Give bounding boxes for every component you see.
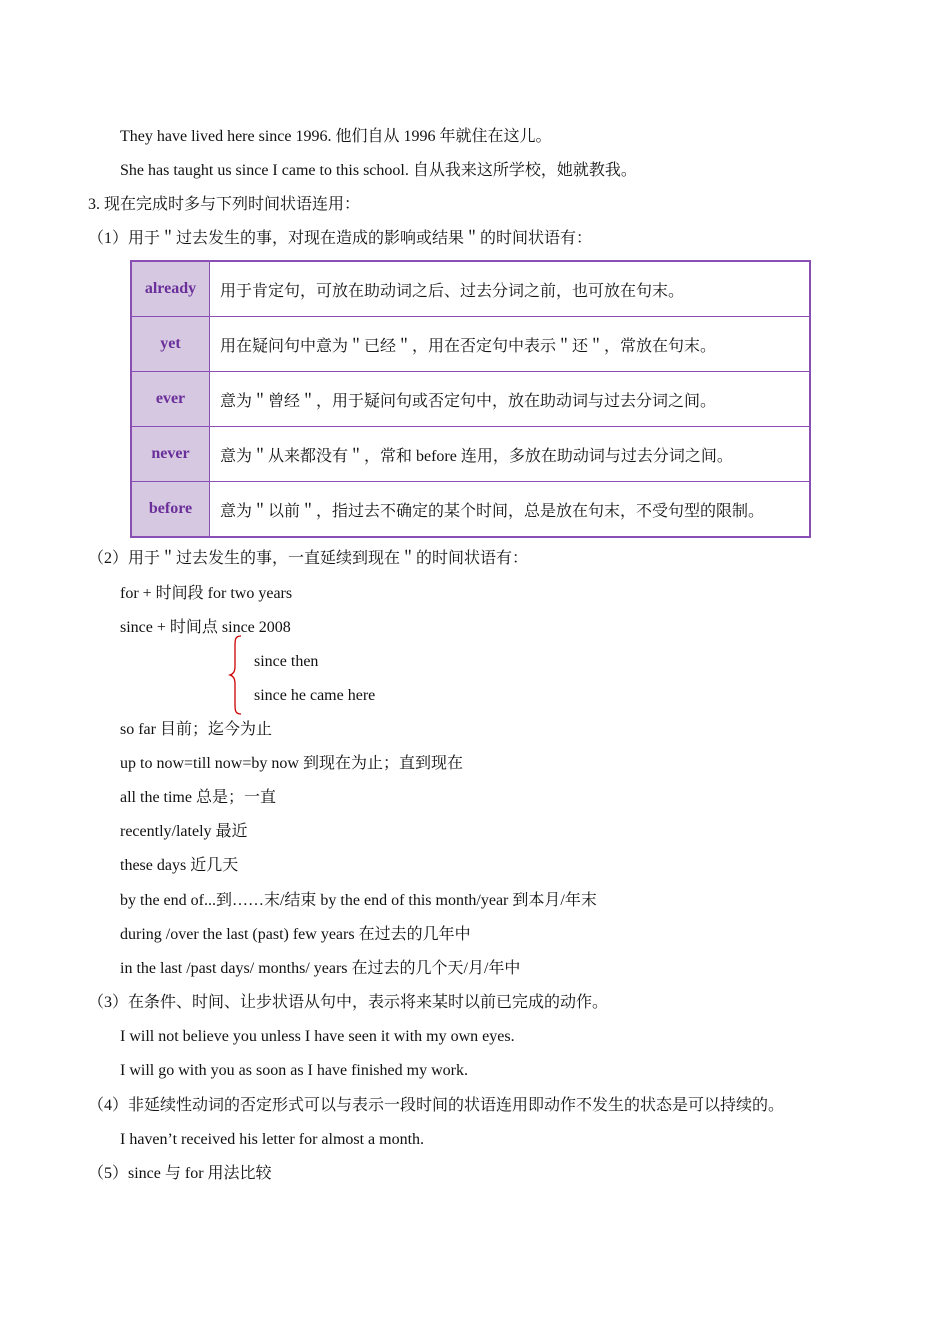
sentence-example: I will not believe you unless I have seen it with my own eyes. xyxy=(120,1028,515,1045)
desc-cell: 意为＂曾经＂，用于疑问句或否定句中，放在助动词与过去分词之间。 xyxy=(210,372,809,427)
table-row xyxy=(132,317,809,372)
list-item: since then xyxy=(254,653,319,670)
list-item: since + 时间点 since 2008 xyxy=(120,619,291,636)
sentence-example-2: She has taught us since I came to this school. 自从我来这所学校，她就教我。 xyxy=(120,162,637,179)
subpoint-3-heading: （3）在条件、时间、让步状语从句中，表示将来某时以前已完成的动作。 xyxy=(88,994,609,1011)
list-item: these days 近几天 xyxy=(120,857,239,874)
subpoint-4-heading: （4）非延续性动词的否定形式可以与表示一段时间的状语连用即动作不发生的状态是可以持续的。 xyxy=(88,1097,785,1114)
desc-cell: 用于肯定句，可放在助动词之后、过去分词之前，也可放在句末。 xyxy=(210,262,809,317)
list-item: during /over the last (past) few years 在过去的几年中 xyxy=(120,926,471,943)
table-row xyxy=(132,427,809,482)
term-cell: before xyxy=(132,482,210,536)
list-item: in the last /past days/ months/ years 在过去的几个天/月/年中 xyxy=(120,960,521,977)
subpoint-5-heading: （5）since 与 for 用法比较 xyxy=(88,1165,272,1182)
list-item: so far 目前；迄今为止 xyxy=(120,721,272,738)
desc-cell: 意为＂以前＂，指过去不确定的某个时间，总是放在句末，不受句型的限制。 xyxy=(220,502,765,520)
list-item: for + 时间段 for two years xyxy=(120,585,293,602)
list-item: up to now=till now=by now 到现在为止；直到现在 xyxy=(120,755,463,772)
adverb-table xyxy=(130,260,811,538)
desc-cell: 用在疑问句中意为＂已经＂，用在否定句中表示＂还＂，常放在句末。 xyxy=(210,317,809,372)
term-cell: yet xyxy=(132,317,210,372)
point-3-heading: 3. 现在完成时多与下列时间状语连用： xyxy=(88,196,361,213)
list-item: all the time 总是；一直 xyxy=(120,789,276,806)
term-cell: ever xyxy=(132,372,210,427)
table-row xyxy=(132,372,809,427)
desc-cell: 意为＂从来都没有＂，常和 before 连用，多放在助动词与过去分词之间。 xyxy=(210,427,809,482)
sentence-example: I will go with you as soon as I have finished my work. xyxy=(120,1062,468,1079)
term-cell: never xyxy=(132,427,210,482)
sentence-example: I haven’t received his letter for almost a month. xyxy=(120,1131,425,1148)
table-row xyxy=(132,482,809,536)
list-item: recently/lately 最近 xyxy=(120,823,248,840)
sentence-example-1: They have lived here since 1996. 他们自从 1996 年就住在这儿。 xyxy=(120,128,552,145)
curly-brace-icon xyxy=(228,634,244,716)
term-cell: already xyxy=(132,262,210,317)
table-row xyxy=(132,262,809,317)
subpoint-1-heading: （1）用于＂过去发生的事，对现在造成的影响或结果＂的时间状语有： xyxy=(88,230,593,247)
list-item: since he came here xyxy=(254,687,376,704)
subpoint-2-heading: （2）用于＂过去发生的事，一直延续到现在＂的时间状语有： xyxy=(88,550,529,567)
list-item: by the end of...到……末/结束 by the end of this month/year 到本月/年末 xyxy=(120,892,597,909)
